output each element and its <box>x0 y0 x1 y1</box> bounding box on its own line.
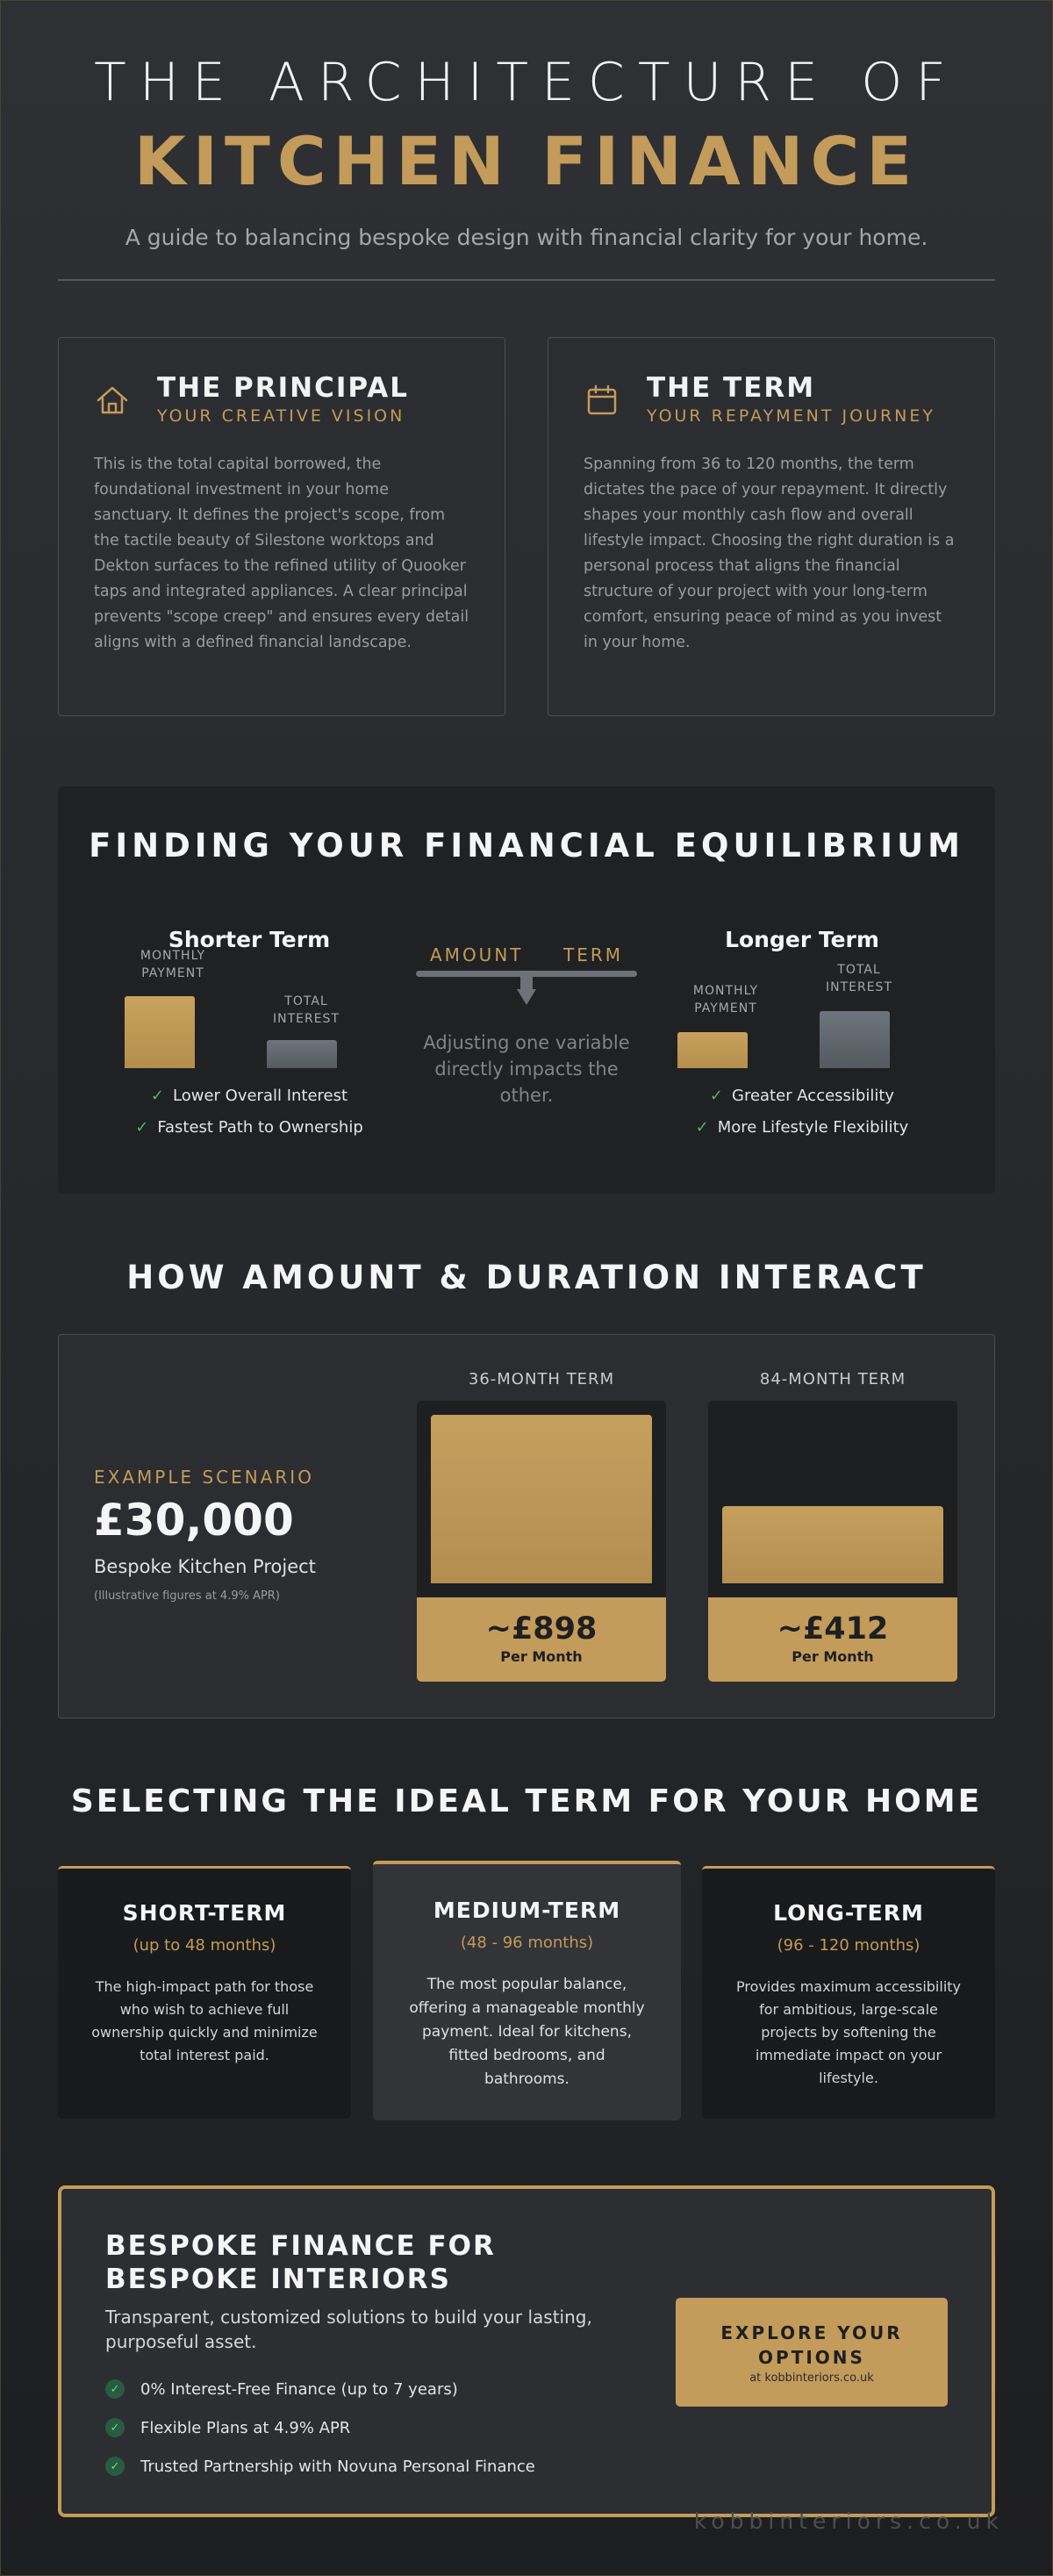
check-circle-icon: ✓ <box>105 2457 125 2476</box>
card-range: (up to 48 months) <box>133 1936 276 1955</box>
cta-panel <box>58 2185 995 2517</box>
check-text: More Lifestyle Flexibility <box>717 1118 909 1137</box>
card-name: LONG-TERM <box>773 1900 924 1926</box>
card-name: MEDIUM-TERM <box>433 1898 621 1923</box>
benefit-text: Trusted Partnership with Novuna Personal Finance <box>140 2457 535 2476</box>
term-price: ~£412 <box>777 1611 889 1647</box>
balance-scale <box>416 944 637 1109</box>
term-price-panel <box>417 1597 666 1682</box>
term-price: ~£898 <box>485 1611 598 1647</box>
term-label: 36-MONTH TERM <box>468 1370 615 1388</box>
principal-title: THE PRINCIPAL <box>157 372 410 404</box>
longer-term-title: Longer Term <box>725 927 879 952</box>
card-range: (48 - 96 months) <box>460 1934 594 1952</box>
term-fill-bar <box>431 1415 652 1583</box>
term-fill-bar <box>722 1506 943 1583</box>
longer-interest-label: TOTAL INTEREST <box>825 963 892 994</box>
shorter-term-column <box>118 927 381 1144</box>
equilibrium-panel <box>58 786 995 1194</box>
explore-options-button[interactable] <box>676 2298 948 2407</box>
term-price-panel <box>708 1597 957 1682</box>
header-divider <box>58 279 995 281</box>
term-card <box>548 337 995 716</box>
term-per-month: Per Month <box>500 1648 583 1665</box>
equilibrium-title: FINDING YOUR FINANCIAL EQUILIBRIUM <box>89 827 964 865</box>
check-text: Greater Accessibility <box>732 1087 895 1105</box>
shorter-monthly-label: MONTHLY PAYMENT <box>140 949 206 980</box>
shorter-term-bars <box>118 949 381 1068</box>
scale-caption: Adjusting one variable directly impacts the other. <box>423 1032 630 1106</box>
shorter-term-checks <box>118 1080 381 1144</box>
benefit-item <box>105 2447 948 2486</box>
shorter-monthly-bar <box>125 996 195 1068</box>
scale-beam <box>416 971 637 977</box>
selecting-title: SELECTING THE IDEAL TERM FOR YOUR HOME <box>70 1783 983 1819</box>
header-line-1: THE ARCHITECTURE OF <box>94 52 959 113</box>
term-title: THE TERM <box>647 372 816 404</box>
interact-panel <box>58 1334 995 1719</box>
house-icon <box>94 382 131 419</box>
card-description: The most popular balance, offering a manageable monthly payment. Ideal for kitchens, fitted bedrooms, and bathrooms. <box>409 1976 645 2088</box>
header-subtitle: A guide to balancing bespoke design with financial clarity for your home. <box>125 225 928 250</box>
short-term-card <box>58 1866 351 2119</box>
scenario-label: EXAMPLE SCENARIO <box>94 1467 314 1488</box>
scale-left-label: AMOUNT <box>430 944 524 965</box>
card-description: The high-impact path for those who wish to achieve full ownership quickly and minimize total interest paid. <box>91 1978 318 2063</box>
scenario-summary <box>94 1467 316 1603</box>
page-header <box>0 49 1053 250</box>
check-text: Lower Overall Interest <box>173 1087 348 1105</box>
check-item <box>670 1080 934 1112</box>
longer-term-bars <box>670 952 934 1068</box>
shorter-term-title: Shorter Term <box>168 927 331 952</box>
term-per-month: Per Month <box>792 1648 874 1665</box>
card-range: (96 - 120 months) <box>777 1936 920 1955</box>
check-icon: ✓ <box>150 1087 165 1105</box>
longer-monthly-label: MONTHLY PAYMENT <box>692 984 759 1015</box>
button-url: at kobbinteriors.co.uk <box>749 2371 874 2385</box>
check-icon: ✓ <box>695 1118 709 1137</box>
term-36-month <box>417 1370 666 1682</box>
scale-stem <box>520 977 533 989</box>
button-label: EXPLORE YOUR OPTIONS <box>720 2322 903 2368</box>
shorter-interest-bar <box>267 1040 337 1068</box>
check-text: Fastest Path to Ownership <box>157 1118 363 1137</box>
card-name: SHORT-TERM <box>122 1900 287 1926</box>
longer-monthly-bar <box>677 1032 748 1068</box>
check-item <box>118 1112 381 1144</box>
longer-term-checks <box>670 1080 934 1144</box>
term-visual <box>417 1401 666 1682</box>
scale-pivot-icon <box>517 989 536 1005</box>
benefit-item <box>105 2408 948 2447</box>
medium-term-card <box>373 1861 681 2120</box>
check-circle-icon: ✓ <box>105 2379 125 2399</box>
term-visual <box>708 1401 957 1682</box>
footer-url[interactable]: kobbinteriors.co.uk <box>693 2508 1004 2534</box>
check-icon: ✓ <box>135 1118 149 1137</box>
longer-interest-bar <box>820 1011 890 1068</box>
benefit-text: Flexible Plans at 4.9% APR <box>140 2418 351 2437</box>
principal-subtitle: YOUR CREATIVE VISION <box>157 406 405 426</box>
scenario-note: (Illustrative figures at 4.9% APR) <box>94 1589 280 1603</box>
card-description: Provides maximum accessibility for ambitious, large-scale projects by softening the immediate impact on your lifestyle. <box>735 1978 961 2086</box>
longer-term-column <box>670 927 934 1144</box>
scale-right-label: TERM <box>562 944 623 965</box>
header-line-2: KITCHEN FINANCE <box>133 122 920 200</box>
check-item <box>670 1112 934 1144</box>
check-item <box>118 1080 381 1112</box>
scenario-project: Bespoke Kitchen Project <box>94 1556 316 1577</box>
calendar-icon <box>584 382 620 419</box>
cta-subtitle: Transparent, customized solutions to build your lasting, purposeful asset. <box>105 2307 592 2352</box>
term-body: Spanning from 36 to 120 months, the term dictates the pace of your repayment. It directly shapes your monthly cash flow and overall lifestyle impact. Choosing the right duration is a personal process that aligns the financial structure of your project with your long-term comfort, ensuring peace of mind as you invest in your home. <box>584 456 955 651</box>
check-circle-icon: ✓ <box>105 2418 125 2437</box>
term-84-month <box>708 1370 957 1682</box>
term-label: 84-MONTH TERM <box>759 1370 906 1388</box>
shorter-interest-label: TOTAL INTEREST <box>272 994 340 1026</box>
principal-card <box>58 337 505 716</box>
scenario-amount: £30,000 <box>94 1495 294 1546</box>
term-subtitle: YOUR REPAYMENT JOURNEY <box>647 406 935 426</box>
interact-title: HOW AMOUNT & DURATION INTERACT <box>126 1259 927 1296</box>
principal-body: This is the total capital borrowed, the foundational investment in your home sanctuary. It defines the project's scope, from the tactile beauty of Silestone worktops and Dekton surfaces to the refined utility of Quooker taps and integrated appliances. A clear principal prevents "scope creep" and ensures every detail aligns with a defined financial landscape. <box>94 456 469 651</box>
long-term-card <box>702 1866 995 2119</box>
check-icon: ✓ <box>709 1087 723 1105</box>
benefit-text: 0% Interest-Free Finance (up to 7 years) <box>140 2379 458 2399</box>
cta-title: BESPOKE FINANCE FOR BESPOKE INTERIORS <box>105 2230 496 2295</box>
